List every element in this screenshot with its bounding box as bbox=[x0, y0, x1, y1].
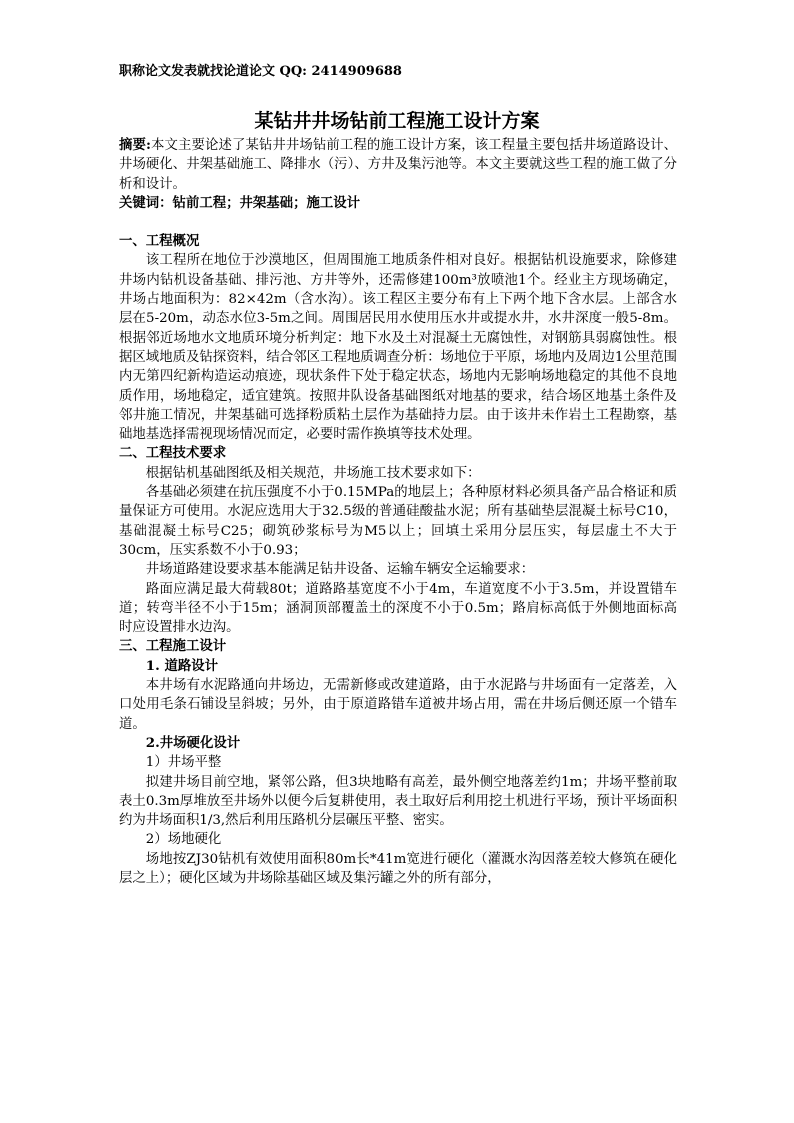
leveling-paragraph: 拟建井场目前空地，紧邻公路，但3块地略有高差，最外侧空地落差约1m；井场平整前取表土0.3m厚堆放至井场外以便今后复耕使用，表土取好后利用挖土机进行平场，预计平场面积约为井场面积1/3,然后利用压路机分层碾压平整、密实。 bbox=[119, 774, 677, 829]
document-body bbox=[119, 136, 677, 888]
page-header: 职称论文发表就找论道论文 QQ: 2414909688 bbox=[119, 64, 402, 79]
section-heading-overview: 一、工程概况 bbox=[119, 233, 200, 250]
blank-line bbox=[119, 213, 677, 232]
requirements-road-intro: 井场道路建设要求基本能满足钻井设备、运输车辆安全运输要求： bbox=[145, 562, 535, 578]
keywords: 关键词：钻前工程；井架基础；施工设计 bbox=[119, 194, 361, 211]
item-label-hardening: 2）场地硬化 bbox=[145, 832, 222, 848]
subsection-heading-road: 1. 道路设计 bbox=[145, 657, 219, 674]
section-heading-design: 三、工程施工设计 bbox=[119, 638, 227, 655]
abstract-label: 摘要: bbox=[119, 137, 151, 153]
abstract-paragraph bbox=[119, 136, 677, 194]
road-design-paragraph: 本井场有水泥路通向井场边，无需新修或改建道路，由于水泥路与井场面有一定落差，入口处用毛条石铺设呈斜坡；另外，由于原道路错车道被井场占用，需在井场后侧还原一个错车道。 bbox=[119, 678, 677, 732]
document-title: 某钻井井场钻前工程施工设计方案 bbox=[254, 110, 540, 132]
section-heading-requirements: 二、工程技术要求 bbox=[119, 445, 227, 462]
subsection-heading-hardening: 2.井场硬化设计 bbox=[145, 734, 241, 751]
requirements-intro: 根据钻机基础图纸及相关规范，井场施工技术要求如下： bbox=[145, 465, 481, 481]
requirements-foundation: 各基础必须建在抗压强度不小于0.15MPa的地层上；各种原材料必须具备产品合格证和质量保证方可使用。水泥应选用大于32.5级的普通硅酸盐水泥；所有基础垫层混凝土标号C10，基础混凝土标号C25；砌筑砂浆标号为M5以上；回填土采用分层压实，每层虚土不大于30cm，压实系数不小于0.93； bbox=[119, 485, 677, 558]
hardening-paragraph: 场地按ZJ30钻机有效使用面积80m长*41m宽进行硬化（灌溉水沟因落差较大修筑在硬化层之上）；硬化区域为井场除基础区域及集污罐之外的所有部分， bbox=[119, 851, 677, 886]
item-label-leveling: 1）井场平整 bbox=[145, 755, 222, 771]
overview-paragraph: 该工程所在地位于沙漠地区，但周围施工地质条件相对良好。根据钻机设施要求，除修建井场内钻机设备基础、排污池、方井等外，还需修建100m³放喷池1个。经业主方现场确定，井场占地面积为：82×42m（含水沟）。该工程区主要分布有上下两个地下含水层。上部含水层在5-20m，动态水位3-5m之间。周围居民用水使用压水井或提水井，水井深度一般5-8m。根据邻近场地水文地质环境分析判定：地下水及土对混凝土无腐蚀性，对钢筋具弱腐蚀性。根据区域地质及钻探资料，结合邻区工程地质调查分析：场地位于平原，场地内及周边1公里范围内无第四纪新构造运动痕迹，现状条件下处于稳定状态，场地内无影响场地稳定的其他不良地质作用，场地稳定，适宜建筑。按照井队设备基础图纸对地基的要求，结合场区地基土条件及邻井施工情况，井架基础可选择粉质粘土层作为基础持力层。由于该井未作岩土工程勘察，基础地基选择需视现场情况而定，必要时需作换填等技术处理。 bbox=[119, 253, 677, 443]
abstract-text: 本文主要论述了某钻井井场钻前工程的施工设计方案，该工程量主要包括井场道路设计、井场硬化、井架基础施工、降排水（污）、方井及集污池等。本文主要就这些工程的施工做了分析和设计。 bbox=[119, 138, 677, 192]
requirements-road: 路面应满足最大荷载80t；道路路基宽度不小于4m，车道宽度不小于3.5m，并设置错车道；转弯半径不小于15m；涵洞顶部覆盖土的深度不小于0.5m；路肩标高低于外侧地面标高时应设置排水边沟。 bbox=[119, 581, 677, 636]
